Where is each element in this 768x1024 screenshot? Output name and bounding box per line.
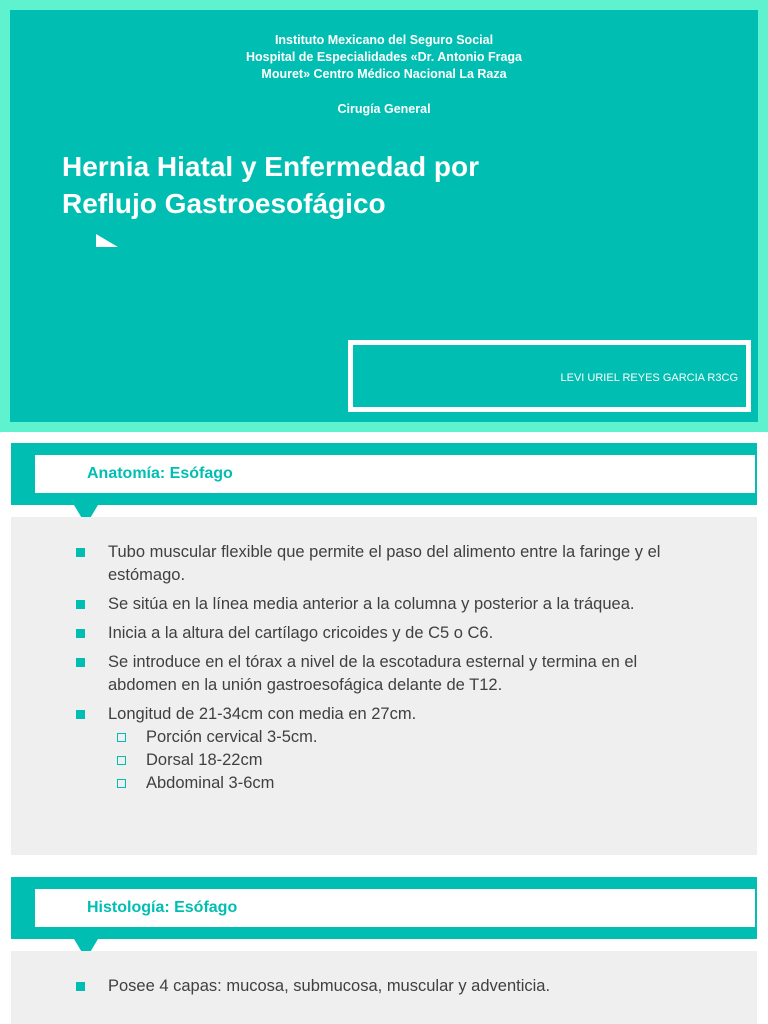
institution-line: Mouret» Centro Médico Nacional La Raza — [261, 67, 507, 81]
sub-list-item: Porción cervical 3-5cm. — [108, 726, 695, 749]
title-line: Hernia Hiatal y Enfermedad por — [62, 151, 480, 182]
list-item: Se sitúa en la línea media anterior a la columna y posterior a la tráquea. — [75, 593, 695, 616]
list-item: Inicia a la altura del cartílago cricoides y de C5 o C6. — [75, 622, 695, 645]
institution-line: Hospital de Especialidades «Dr. Antonio Fraga — [246, 50, 522, 64]
heading-band — [11, 443, 757, 505]
institution-name — [10, 32, 758, 83]
sub-bullet-list — [108, 726, 695, 795]
anatomy-slide — [0, 443, 768, 855]
sub-list-item: Dorsal 18-22cm — [108, 749, 695, 772]
list-item: Se introduce en el tórax a nivel de la escotadura esternal y termina en el abdomen en la unión gastroesofágica delante de T12. — [75, 651, 695, 697]
heading-box — [35, 455, 755, 493]
heading-box — [35, 889, 755, 927]
list-item: Longitud de 21-34cm con media en 27cm. Porción cervical 3-5cm. Dorsal 18-22cm Abdominal 3-6cm — [75, 703, 695, 795]
bullet-list — [75, 975, 695, 1004]
histology-slide — [0, 877, 768, 1024]
triangle-decoration-icon — [96, 234, 118, 247]
list-item: Tubo muscular flexible que permite el paso del alimento entre la faringe y el estómago. — [75, 541, 695, 587]
title-line: Reflujo Gastroesofágico — [62, 188, 386, 219]
sub-list-item: Abdominal 3-6cm — [108, 772, 695, 795]
content-area — [11, 951, 757, 1024]
list-item: Posee 4 capas: mucosa, submucosa, muscular y adventicia. — [75, 975, 695, 998]
specialty-label: Cirugía General — [337, 102, 431, 116]
cover-slide — [0, 0, 768, 432]
cover-panel — [10, 10, 758, 422]
content-area — [11, 517, 757, 855]
author-name: LEVI URIEL REYES GARCIA R3CG — [560, 372, 738, 384]
author-box — [348, 340, 751, 412]
slide-heading: Histología: Esófago — [87, 899, 238, 916]
institution-line: Instituto Mexicano del Seguro Social — [274, 33, 494, 47]
slide-heading: Anatomía: Esófago — [87, 465, 233, 482]
bullet-list — [75, 541, 695, 801]
heading-band — [11, 877, 757, 939]
presentation-title — [62, 148, 582, 222]
